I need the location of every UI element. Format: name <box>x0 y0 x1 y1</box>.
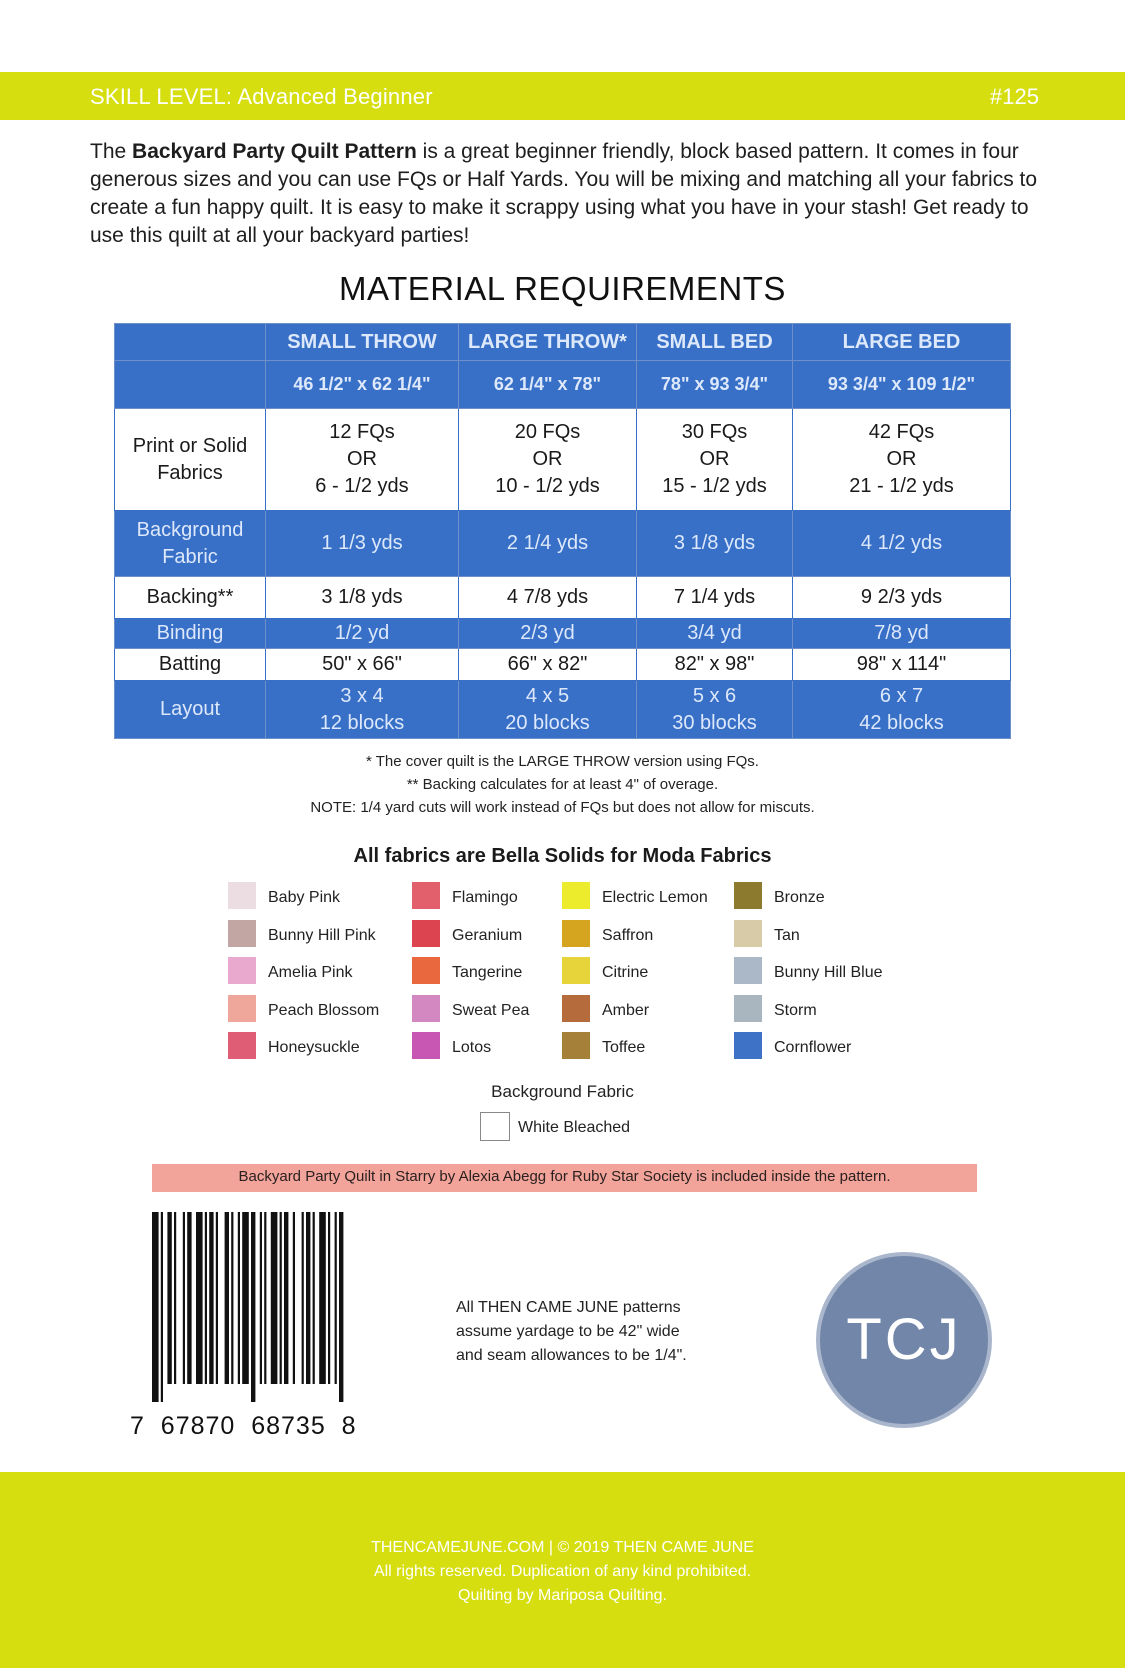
cell-line: 4 1/2 yds <box>860 532 943 554</box>
color-swatch <box>228 957 256 984</box>
color-swatch <box>228 920 256 947</box>
table-row <box>115 409 1011 511</box>
swatch-label: Geranium <box>452 926 523 944</box>
cell-line: 15 - 1/2 yds <box>662 475 767 497</box>
swatch-label: Peach Blossom <box>268 1001 380 1019</box>
barcode-bar <box>271 1212 278 1384</box>
row-label-line: Fabrics <box>157 461 223 484</box>
row-label <box>115 649 266 681</box>
table-cell <box>266 511 459 577</box>
swatch-label: Tangerine <box>452 964 523 981</box>
cell-line: 12 FQs <box>329 421 395 443</box>
swatch-label: Bunny Hill Blue <box>774 964 883 981</box>
barcode-bar <box>339 1212 343 1402</box>
table-cell <box>459 409 637 511</box>
swatch-label: Storm <box>774 1001 817 1019</box>
barcode-bar <box>167 1212 171 1384</box>
table-row <box>115 577 1011 619</box>
header-row-sizes <box>115 361 1011 409</box>
cell-line: 4 x 5 <box>525 684 570 707</box>
table-cell <box>459 577 637 619</box>
barcode-bar <box>328 1212 330 1384</box>
table-cell <box>793 577 1011 619</box>
color-swatch <box>562 957 590 984</box>
barcode-bar <box>209 1212 213 1384</box>
white-bleached-swatch <box>480 1112 510 1141</box>
column-name: LARGE THROW* <box>459 324 637 361</box>
barcode-bar <box>216 1212 218 1384</box>
cell-line: 2 1/4 yds <box>506 532 589 554</box>
swatch-label: Tan <box>774 926 800 944</box>
barcode-bar <box>280 1212 282 1384</box>
table-row <box>115 649 1011 681</box>
barcode-bar <box>225 1212 229 1384</box>
cell-line: 82" x 98" <box>674 653 755 675</box>
cell-line: 20 FQs <box>514 421 581 443</box>
swatch-label: Toffee <box>602 1039 646 1056</box>
color-swatch <box>562 882 590 909</box>
cell-line: 3/4 yd <box>687 622 742 644</box>
logo-text: TCJ <box>846 1307 962 1372</box>
swatch-label: Amelia Pink <box>268 964 353 981</box>
intro-paragraph <box>90 138 1050 250</box>
color-swatch <box>412 1032 440 1059</box>
footer-line: THENCAMEJUNE.COM | © 2019 THEN CAME JUNE <box>371 1539 754 1556</box>
color-swatch <box>562 1032 590 1059</box>
cell-line: 5 x 6 <box>692 684 737 707</box>
skill-level: SKILL LEVEL: Advanced Beginner <box>90 84 433 109</box>
table-cell <box>266 649 459 681</box>
color-swatch <box>228 995 256 1022</box>
column-size: 62 1/4" x 78" <box>459 361 637 409</box>
cell-line: 20 blocks <box>505 711 590 734</box>
barcode-bar <box>284 1212 288 1384</box>
white-bleached-label: White Bleached <box>518 1119 631 1136</box>
row-label <box>115 619 266 649</box>
cell-line: OR <box>699 448 730 470</box>
yardage-note-line: assume yardage to be 42" wide <box>456 1323 680 1340</box>
cell-line: 6 x 7 <box>879 684 924 707</box>
cell-line: 98" x 114" <box>856 653 947 675</box>
table-cell <box>637 619 793 649</box>
table-row <box>115 681 1011 739</box>
swatch-label: Lotos <box>452 1039 492 1056</box>
barcode-bar <box>313 1212 315 1384</box>
footer-line: Quilting by Mariposa Quilting. <box>458 1587 667 1604</box>
swatch-label: Amber <box>602 1001 650 1019</box>
swatch-label: Bronze <box>774 889 825 906</box>
materials-notes <box>0 750 1125 819</box>
cell-line: 10 - 1/2 yds <box>495 475 600 497</box>
corner-cell <box>115 361 266 409</box>
intro-text: is a great beginner friendly, block based pattern. It comes in four generous sizes and you can use FQs or Half Yards. You will be mixing and matching all your fabrics to create a fun happy quilt. It is easy to make it scrappy using what you have in your stash! Get ready to use this quilt at all your backyard parties! <box>90 140 1038 247</box>
color-swatch <box>734 920 762 947</box>
cell-line: 12 blocks <box>319 711 405 734</box>
footer <box>0 1536 1125 1608</box>
row-label <box>115 577 266 619</box>
pattern-name: Backyard Party Quilt Pattern <box>132 140 417 163</box>
table-cell <box>266 619 459 649</box>
barcode-bar <box>196 1212 203 1384</box>
color-swatch <box>412 995 440 1022</box>
cell-line: 42 FQs <box>868 421 935 443</box>
included-note: Backyard Party Quilt in Starry by Alexia Abegg for Ruby Star Society is included inside the pattern. <box>238 1168 891 1185</box>
row-label <box>115 409 266 511</box>
swatch-label: Cornflower <box>774 1039 852 1056</box>
table-cell <box>637 409 793 511</box>
note-line: * The cover quilt is the LARGE THROW version using FQs. <box>366 753 759 770</box>
swatch-label: Saffron <box>602 926 654 944</box>
cell-line: OR <box>532 448 563 470</box>
cell-line: OR <box>886 448 917 470</box>
cell-line: 7 1/4 yds <box>673 586 756 608</box>
table-cell <box>637 577 793 619</box>
color-swatch <box>228 882 256 909</box>
table-cell <box>459 649 637 681</box>
cell-line: 9 2/3 yds <box>860 586 943 608</box>
barcode-bar <box>293 1212 295 1384</box>
table-row <box>115 619 1011 649</box>
cell-line: 4 7/8 yds <box>506 586 589 608</box>
color-swatch <box>734 1032 762 1059</box>
column-name: SMALL BED <box>637 324 793 361</box>
column-size: 46 1/2" x 62 1/4" <box>266 361 459 409</box>
barcode-bar <box>260 1212 262 1384</box>
barcode-bar <box>335 1212 337 1384</box>
note-line: NOTE: 1/4 yard cuts will work instead of FQs but does not allow for miscuts. <box>310 799 815 816</box>
table-cell <box>266 681 459 739</box>
swatch-label: Electric Lemon <box>602 889 708 906</box>
materials-table <box>114 323 1011 739</box>
cell-line: 50" x 66" <box>322 653 402 675</box>
barcode-bar <box>264 1212 266 1384</box>
color-swatch <box>734 957 762 984</box>
corner-cell <box>115 324 266 361</box>
row-label-line: Fabric <box>162 545 218 568</box>
table-row <box>115 511 1011 577</box>
cell-line: 6 - 1/2 yds <box>315 475 409 497</box>
table-cell <box>459 511 637 577</box>
row-label-line: Binding <box>156 622 224 644</box>
header-row-names <box>115 324 1011 361</box>
barcode-digits: 7 67870 68735 8 <box>130 1412 357 1440</box>
column-name: SMALL THROW <box>266 324 459 361</box>
cell-line: 3 1/8 yds <box>321 586 403 608</box>
row-label-line: Background <box>136 518 244 541</box>
barcode-bar <box>319 1212 326 1384</box>
barcode <box>152 1212 402 1402</box>
note-line: ** Backing calculates for at least 4" of overage. <box>406 776 719 793</box>
column-name: LARGE BED <box>793 324 1011 361</box>
column-size: 78" x 93 3/4" <box>637 361 793 409</box>
yardage-note-line: All THEN CAME JUNE patterns <box>456 1299 681 1316</box>
cell-line: 1/2 yd <box>334 622 390 644</box>
color-swatch <box>228 1032 256 1059</box>
cell-line: 66" x 82" <box>507 653 588 675</box>
materials-title: MATERIAL REQUIREMENTS <box>339 270 786 307</box>
cell-line: 30 blocks <box>672 711 757 734</box>
barcode-bar <box>174 1212 176 1384</box>
color-swatch <box>562 995 590 1022</box>
row-label <box>115 681 266 739</box>
color-swatch <box>412 920 440 947</box>
yardage-note-line: and seam allowances to be 1/4". <box>456 1347 687 1364</box>
cell-line: 2/3 yd <box>520 622 575 644</box>
table-cell <box>637 511 793 577</box>
cell-line: 3 x 4 <box>340 684 384 707</box>
table-cell <box>793 409 1011 511</box>
fabrics-title: All fabrics are Bella Solids for Moda Fabrics <box>353 845 772 867</box>
barcode-bar <box>187 1212 191 1384</box>
column-size: 93 3/4" x 109 1/2" <box>793 361 1011 409</box>
table-cell <box>637 681 793 739</box>
yardage-note <box>456 1296 776 1368</box>
table-cell <box>459 681 637 739</box>
intro-prefix: The <box>90 140 133 163</box>
row-label-line: Batting <box>158 653 222 675</box>
row-label <box>115 511 266 577</box>
barcode-bar <box>238 1212 240 1384</box>
cell-line: OR <box>347 448 377 470</box>
tcj-logo <box>816 1252 992 1428</box>
barcode-bar <box>183 1212 185 1384</box>
cell-line: 21 - 1/2 yds <box>849 475 954 497</box>
table-cell <box>793 511 1011 577</box>
swatch-label: Sweat Pea <box>452 1001 530 1019</box>
pattern-number: #125 <box>990 84 1039 109</box>
background-fabric-title: Background Fabric <box>491 1082 634 1101</box>
table-cell <box>266 409 459 511</box>
table-cell <box>459 619 637 649</box>
cell-line: 3 1/8 yds <box>673 532 756 554</box>
color-swatch <box>412 882 440 909</box>
swatch-label: Flamingo <box>452 889 518 906</box>
row-label-line: Layout <box>159 698 221 720</box>
barcode-bar <box>231 1212 233 1384</box>
barcode-bar <box>302 1212 304 1384</box>
color-swatch <box>562 920 590 947</box>
row-label-line: Print or Solid <box>132 434 248 457</box>
swatch-label: Citrine <box>602 964 649 981</box>
cell-line: 42 blocks <box>859 711 944 734</box>
row-label-line: Backing** <box>146 586 234 608</box>
table-cell <box>266 577 459 619</box>
barcode-bar <box>242 1212 249 1384</box>
barcode-bar <box>161 1212 163 1402</box>
table-cell <box>793 649 1011 681</box>
barcode-bar <box>251 1212 255 1402</box>
barcode-bar <box>205 1212 207 1384</box>
color-swatch <box>412 957 440 984</box>
cell-line: 7/8 yd <box>874 622 929 644</box>
table-cell <box>637 649 793 681</box>
cell-line: 30 FQs <box>681 421 748 443</box>
table-cell <box>793 619 1011 649</box>
swatch-label: Bunny Hill Pink <box>268 926 376 944</box>
table-cell <box>793 681 1011 739</box>
swatch-label: Baby Pink <box>268 889 341 906</box>
swatch-label: Honeysuckle <box>268 1039 360 1056</box>
color-swatch <box>734 882 762 909</box>
cell-line: 1 1/3 yds <box>321 532 403 554</box>
barcode-bar <box>152 1212 159 1402</box>
footer-line: All rights reserved. Duplication of any kind prohibited. <box>373 1563 752 1580</box>
barcode-bar <box>306 1212 310 1384</box>
color-swatch <box>734 995 762 1022</box>
